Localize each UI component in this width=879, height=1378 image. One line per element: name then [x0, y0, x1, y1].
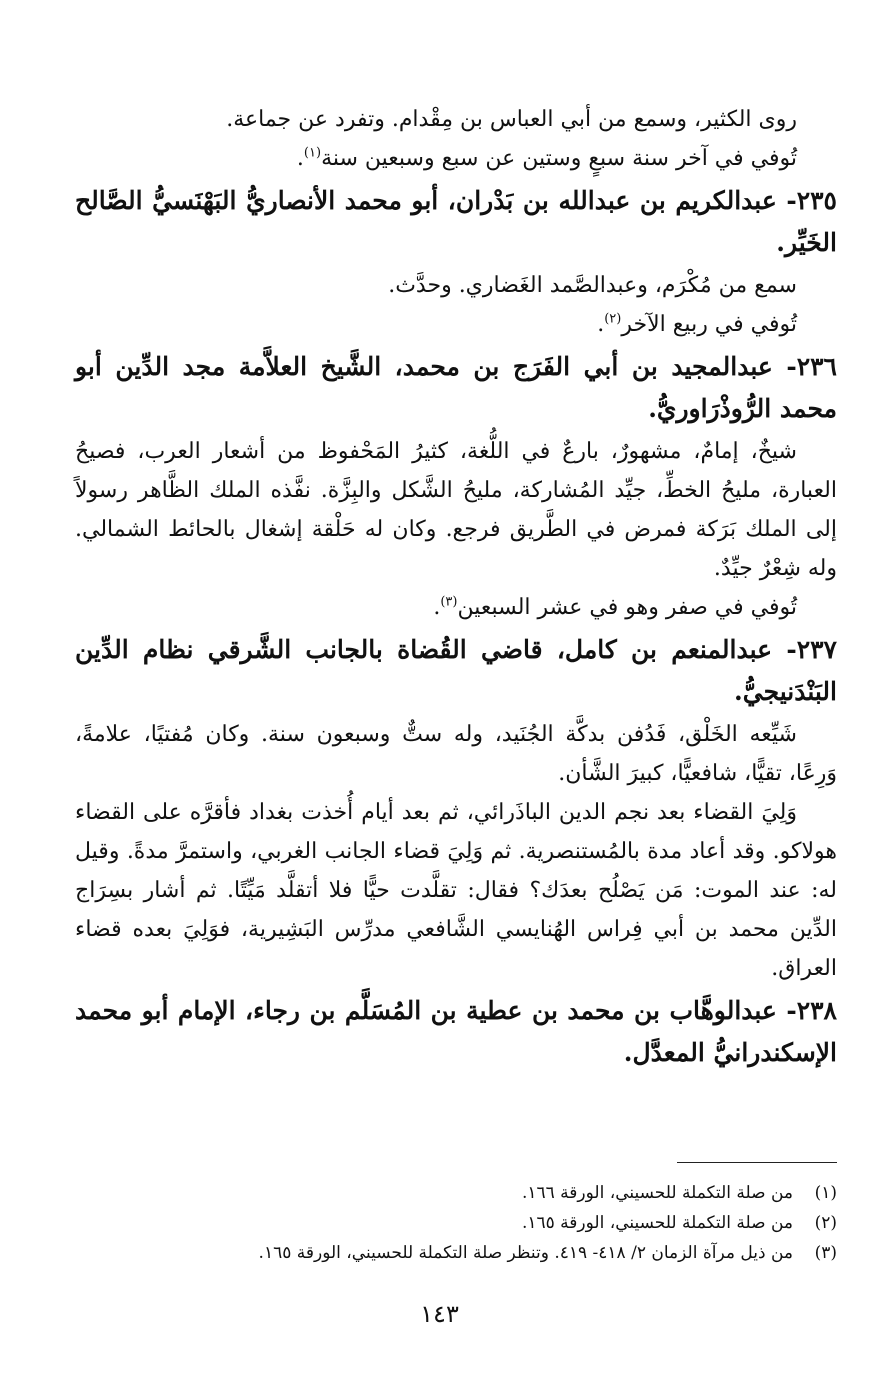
footnote-number: (١) — [814, 1183, 837, 1203]
footnote-ref: (١) — [303, 145, 322, 161]
footnote-text: من صلة التكملة للحسيني، الورقة ١٦٦. — [521, 1183, 793, 1203]
entry-heading-236: ٢٣٦- عبدالمجيد بن أبي الفَرَج بن محمد، الشَّيخ العلاَّمة مجد الدِّين أبو محمد الرُّوذْرَاوريُّ. — [75, 352, 837, 423]
paragraph-text: تُوفي في آخر سنة سبعٍ وستين عن سبع وسبعين سنة — [321, 146, 797, 171]
page-number: ١٤٣ — [420, 1300, 459, 1328]
paragraph-death-note — [75, 305, 837, 344]
paragraph-end: . — [597, 312, 605, 337]
paragraph: شيخٌ، إمامٌ، مشهورٌ، بارعٌ في اللُّغة، كثيرُ المَحْفوظ من أشعار العرب، فصيحُ العبارة، مليحُ الخطِّ، جيِّد المُشاركة، مليحُ الشَّكل والبِزَّة. نفَّذه الملك الظَّاهر رسولاً إلى الملك بَرَكة فمرض في الطَّريق فرجع. وكان له حَلْقة إشغال بالحائط الشمالي. وله شِعْرٌ جيِّدٌ. — [75, 439, 837, 581]
paragraph: سمع من مُكْرَم، وعبدالصَّمد الغَضاري. وحدَّث. — [388, 273, 797, 298]
footnotes — [77, 1178, 837, 1268]
footnote-item — [77, 1238, 837, 1268]
entry-heading-237: ٢٣٧- عبدالمنعم بن كامل، قاضي القُضاة بالجانب الشَّرقي نظام الدِّين البَنْدَنيجيُّ. — [75, 635, 837, 706]
footnote-number: (٣) — [814, 1243, 837, 1263]
footnote-item — [77, 1178, 837, 1208]
footnote-text: من صلة التكملة للحسيني، الورقة ١٦٥. — [521, 1213, 793, 1233]
paragraph-death-note — [75, 588, 837, 627]
page-body — [75, 100, 837, 1076]
entry-heading-235: ٢٣٥- عبدالكريم بن عبدالله بن بَدْران، أبو محمد الأنصاريُّ البَهْنَسيُّ الصَّالح الخَيِّر. — [75, 186, 837, 257]
paragraph-text: تُوفي في صفر وهو في عشر السبعين — [457, 595, 797, 620]
paragraph-text: تُوفي في ربيع الآخر — [621, 312, 797, 337]
footnote-item — [77, 1208, 837, 1238]
footnote-ref: (٢) — [604, 311, 622, 327]
paragraph: روى الكثير، وسمع من أبي العباس بن مِقْدام. وتفرد عن جماعة. — [226, 107, 797, 132]
footnote-divider — [677, 1162, 837, 1163]
entry-heading-238: ٢٣٨- عبدالوهَّاب بن محمد بن عطية بن المُسَلَّم بن رجاء، الإمام أبو محمد الإسكندرانيُّ المعدَّل. — [75, 996, 837, 1067]
paragraph-end: . — [433, 595, 441, 620]
paragraph: وَلِيَ القضاء بعد نجم الدين الباذَرائي، ثم بعد أيام أُخذت بغداد فأقرَّه على القضاء هولاكو. وقد أعاد مدة بالمُستنصرية. ثم وَلِيَ قضاء الجانب الغربي، واستمرَّ مدةً. وقيل له: عند الموت: مَن يَصْلُح بعدَك؟ فقال: تقلَّدت حيًّا فلا أتقلَّد مَيِّتًا. ثم أشار بسِرَاج الدِّين محمد بن أبي فِراس الهُنايسي الشَّافعي مدرِّس البَشِيرية، فوَلِيَ بعده قضاء العراق. — [75, 800, 837, 981]
paragraph-end: . — [296, 146, 304, 171]
footnote-ref: (٣) — [440, 594, 458, 610]
footnote-number: (٢) — [814, 1213, 837, 1233]
paragraph-death-note — [75, 139, 837, 178]
footnote-text: من ذيل مرآة الزمان ٢/ ٤١٨- ٤١٩. وتنظر صلة التكملة للحسيني، الورقة ١٦٥. — [258, 1243, 793, 1263]
paragraph: شَيِّعه الخَلْق، فَدُفن بدكَّة الجُنَيد، وله ستٌّ وسبعون سنة. وكان مُفتيًا، علامةً، وَرِعًا، تقيًّا، شافعيًّا، كبيرَ الشَّأن. — [75, 722, 837, 786]
